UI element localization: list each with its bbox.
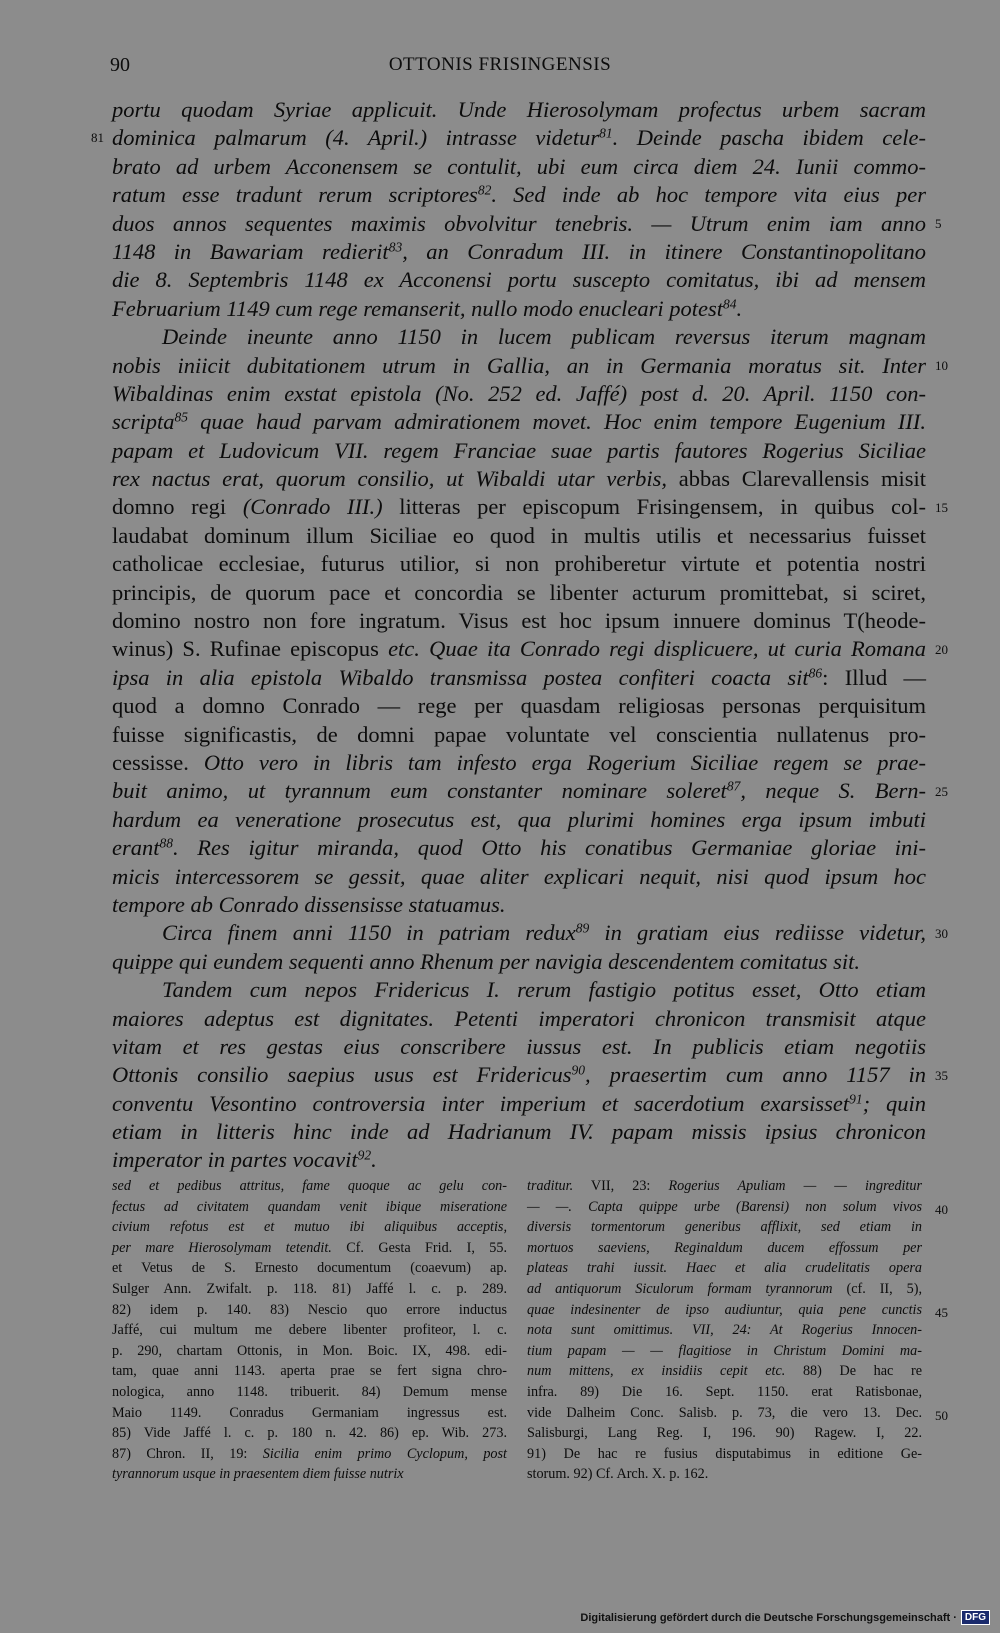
footnote-ref: 83 [388,239,403,255]
text-line: fuisse significastis, de domni papae voluntate vel conscientia nullatenus pro- [112,721,926,747]
line-number-30: 30 [935,926,948,941]
page-number: 90 [110,54,130,76]
text-line: imperator in partes vocavit$^{92}$. [112,1147,377,1173]
footnote-line: infra. 89) Die 16. Sept. 1150. erat Ratisbonae, [527,1383,922,1400]
footnote-line: mortuos saeviens, Reginaldum ducem effossum per [527,1239,922,1256]
footnote-line: plateas trahi iussit. Haec et alia crudelitatis opera [527,1260,922,1277]
footnote-line: num mittens, ex insidiis cepit etc. 88) De hac re [527,1363,922,1380]
running-head: OTTONIS FRISINGENSIS [388,54,612,75]
footnote-line: 85) Vide Jaffé l. c. p. 180 n. 42. 86) ep. Wib. 273. [112,1425,507,1442]
text-line: domno regi (Conrado III.) litteras per episcopum Frisingensem, in quibus col- [112,494,927,520]
line-number-5: 5 [935,216,942,231]
digitization-credit [580,1610,990,1625]
footnote-line: Salisburgi, Lang Reg. I, 196. 90) Ragew. I, 22. [527,1425,922,1442]
footnote-line: tam, quae anni 1143. aperta prae se fert signa chro- [112,1363,507,1380]
footnote-line: — —. Capta quippe urbe (Barensi) non solum vivos [527,1198,922,1215]
text-line: papam et Ludovicum VII. regem Franciae suae partis fautores Rogerius Siciliae [112,437,926,463]
line-number-50: 50 [935,1408,948,1423]
footnote-ref: 86 [808,665,823,681]
text-line: quod a domno Conrado — rege per quasdam religiosas personas perquisitum [112,693,926,719]
text-line: winus) S. Rufinae episcopus etc. Quae ita Conrado regi displicuere, ut curia Romana [112,636,926,662]
text-line: rex nactus erat, quorum consilio, ut Wibaldi utar verbis, abbas Clarevallensis misit [112,466,926,492]
line-number-20: 20 [935,642,948,657]
footnote-ref: 89 [575,920,590,936]
text-line: hardum ea veneratione prosecutus est, qua plurimi homines erga ipsum imbuti [112,806,926,832]
footnote-ref: 92 [357,1148,372,1164]
text-line: die 8. Septembris 1148 ex Acconensi portu suscepto comitatus, ibi ad mensem [112,267,926,293]
text-line: domino nostro non fore ingratum. Visus est hoc ipsum innuere dominus T(heode- [112,608,926,634]
text-line: tempore ab Conrado dissensisse statuamus. [112,891,506,917]
text-line: nobis iniicit dubitationem utrum in Gallia, an in Germania moratus sit. Inter [112,352,926,378]
text-line: catholicae ecclesiae, futurus utilior, si non prohiberetur virtute et potentia nostri [112,551,926,577]
main-text [112,96,926,1175]
text-line: maiores adeptus est dignitates. Petenti imperatori chronicon transmisit atque [112,1005,926,1031]
footnote-line: ad antiquorum Siculorum formam tyrannorum (cf. II, 5), [527,1280,922,1297]
line-number-40: 40 [935,1202,948,1217]
footnote-line: storum. 92) Cf. Arch. X. p. 162. [527,1466,709,1483]
line-number-10: 10 [935,358,948,373]
text-line: cessisse. Otto vero in libris tam infesto erga Rogerium Siciliae regem se prae- [112,749,926,775]
line-number-15: 15 [935,500,948,515]
footnote-ref: 85 [174,409,189,425]
text-line: portu quodam Syriae applicuit. Unde Hierosolymam profectus urbem sacram [112,97,926,122]
text-line: etiam in litteris hinc inde ad Hadrianum IV. papam missis ipsius chronicon [112,1119,926,1145]
text-line: laudabat dominum illum Siciliae eo quod in multis utilis et necessarius fuisset [112,522,926,548]
text-line: 1148 in Bawariam redierit$^{83}$, an Conradum III. in itinere Constantinopolitano [112,238,926,264]
footnote-line: Jaffé, cui multum me debere libenter profiteor, l. c. [112,1322,507,1339]
footnotes-right-column [527,1176,922,1485]
footnote-line: tium papam — — flagitiose in Christum Domini ma- [527,1342,922,1359]
footnote-ref: 91 [849,1091,863,1107]
text-line: ipsa in alia epistola Wibaldo transmissa postea confiteri coacta sit$^{86}$: Illud — [112,664,927,690]
footnote-line: traditur. VII, 23: Rogerius Apuliam — — ingreditur [527,1178,922,1194]
footnote-ref: 82 [477,182,492,198]
credit-text: Digitalisierung gefördert durch die Deutsche Forschungsgemeinschaft · [580,1611,957,1624]
text-line: conventu Vesontino controversia inter imperium et sacerdotium exarsisset$^{91}$; quin [112,1090,926,1116]
footnote-line: vide Dalheim Conc. Salisb. p. 73, die vero 13. Dec. [527,1404,922,1421]
footnote-ref: 81 [599,125,613,141]
footnote-line: diversis tormentorum generibus afflixit, sed etiam in [527,1219,922,1236]
text-line: quippe qui eundem sequenti anno Rhenum per navigia descendentem comitatus sit. [112,948,860,974]
footnote-line: Maio 1149. Conradus Germaniam ingressus est. [112,1404,507,1421]
text-line: Tandem cum nepos Fridericus I. rerum fastigio potitus esset, Otto etiam [162,977,926,1003]
footnote-ref: 90 [571,1062,586,1078]
footnote-line: tyrannorum usque in praesentem diem fuisse nutrix [112,1466,404,1483]
footnote-line: fectus ad civitatem quandam venit ibique miseratione [112,1198,507,1215]
line-number-45: 45 [935,1305,948,1320]
text-line: Ottonis consilio saepius usus est Fridericus$^{90}$, praesertim cum anno 1157 in [112,1062,926,1088]
text-line: Circa finem anni 1150 in patriam redux$^{89}$ in gratiam eius rediisse videtur, [162,920,926,946]
text-line: buit animo, ut tyrannum eum constanter nominare soleret$^{87}$, neque S. Bern- [112,778,927,804]
footnote-line: civium refotus est et mutuo ibi aliquibus acceptis, [112,1219,507,1236]
footnote-line: et Vetus de S. Ernesto documentum (coaevum) ap. [112,1260,507,1277]
footnote-line: nota sunt omittimus. VII, 24: At Rogerius Innocen- [527,1322,922,1339]
footnotes-left-column [112,1176,507,1485]
footnote-line: Sulger Ann. Zwifalt. p. 118. 81) Jaffé l. c. p. 289. [112,1280,507,1297]
text-line: ratum esse tradunt rerum scriptores$^{82}$. Sed inde ab hoc tempore vita eius per [112,182,926,208]
line-number-25: 25 [935,784,948,799]
footnote-line: 87) Chron. II, 19: Sicilia enim primo Cyclopum, post [112,1445,507,1462]
text-line: principis, de quorum pace et concordia se libenter acturum promittebat, si sciret, [112,579,926,605]
line-number-35: 35 [935,1068,948,1083]
text-line: scripta$^{85}$ quae haud parvam admirationem movet. Hoc enim tempore Eugenium III. [112,409,926,435]
dfg-logo: DFG [961,1610,990,1625]
footnote-line: 82) idem p. 140. 83) Nescio quo errore inductus [112,1301,507,1318]
footnote-line: quae indesinenter de ipso audiuntur, quia pene cunctis [527,1301,922,1318]
text-line: Deinde ineunte anno 1150 in lucem publicam reversus iterum magnam [162,324,926,350]
margin-footnote-ref-81: 81 [91,130,104,145]
text-line: Februarium 1149 cum rege remanserit, nullo modo enucleari potest$^{84}$. [112,295,743,321]
text-line: dominica palmarum (4. April.) intrasse videtur$^{81}$. Deinde pascha ibidem cele- [112,125,926,151]
footnote-line: per mare Hierosolymam tetendit. Cf. Gesta Frid. I, 55. [112,1239,507,1256]
text-line: brato ad urbem Acconensem se contulit, ubi eum circa diem 24. Iunii commo- [112,153,926,179]
text-line: duos annos sequentes maximis obvolvitur tenebris. — Utrum enim iam anno [112,210,926,236]
footnote-line: nologica, anno 1148. tribuerit. 84) Demum mense [112,1383,507,1400]
text-line: Wibaldinas enim exstat epistola (No. 252 ed. Jaffé) post d. 20. April. 1150 con- [112,380,926,406]
footnote-line: 91) De hac re fusius disputabimus in editione Ge- [527,1445,922,1462]
footnote-ref: 84 [722,296,737,312]
footnote-ref: 88 [159,835,173,851]
text-line: micis intercessorem se gessit, quae aliter explicari nequit, nisi quod ipsum hoc [112,863,926,889]
footnote-ref: 87 [726,778,741,794]
footnote-line: sed et pedibus attritus, fame quoque ac gelu con- [112,1178,507,1194]
text-line: vitam et res gestas eius conscribere iussus est. In publicis etiam negotiis [112,1033,926,1059]
text-line: erant$^{88}$. Res igitur miranda, quod Otto his conatibus Germaniae gloriae ini- [112,835,926,861]
footnote-line: p. 290, chartam Ottonis, in Mon. Boic. IX, 498. edi- [112,1342,507,1359]
